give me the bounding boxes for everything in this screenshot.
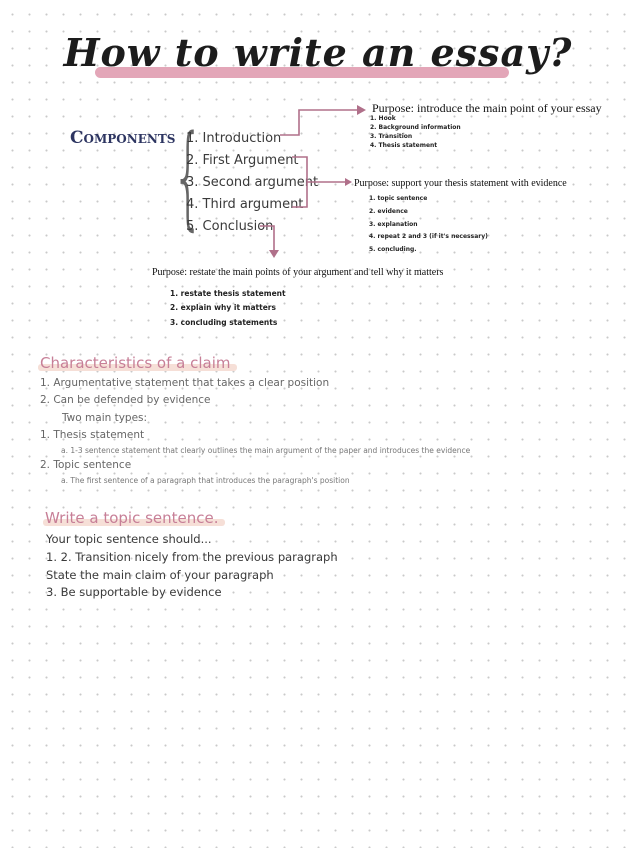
component-first-argument: 2. First Argument [186,153,299,168]
claim-line: 1. Thesis statement [40,429,145,441]
conclusion-purpose: Purpose: restate the main points of your argument and tell why it matters [152,267,444,278]
arguments-arrowhead [345,178,352,186]
conclusion-arrow [260,226,274,252]
component-second-argument: 3. Second argument [186,175,319,190]
arguments-purpose: Purpose: support your thesis statement with evidence [354,178,567,189]
claim-line: a. 1-3 sentence statement that clearly outlines the main argument of the paper and introduces the evidence [61,446,471,455]
intro-arrowhead [357,105,366,115]
arguments-point: 5. concluding. [369,246,417,253]
arguments-point: 1. topic sentence [369,195,428,202]
claim-line: Two main types: [62,412,148,424]
claim-line: 2. Topic sentence [40,459,132,471]
component-introduction: 1. Introduction [186,131,282,146]
component-conclusion: 5. Conclusion [186,219,274,234]
page-title: How to write an essay? [63,30,573,75]
component-third-argument: 4. Third argument [186,197,304,212]
topic-line: 3. Be supportable by evidence [46,585,222,599]
arguments-point: 4. repeat 2 and 3 (if it's necessary) [369,233,488,240]
arguments-point: 3. explanation [369,221,418,228]
intro-point: 4. Thesis statement [370,142,438,149]
components-brace: { [172,112,205,242]
arguments-bracket [292,157,307,207]
claim-heading: Characteristics of a claim [40,354,231,372]
conclusion-point: 2. explain why it matters [170,303,276,312]
claim-line: a. The first sentence of a paragraph that introduces the paragraph's position [61,476,350,485]
arguments-point: 2. evidence [369,208,408,215]
components-label: Components [70,128,176,148]
topic-line: State the main claim of your paragraph [46,568,274,582]
topic-line: 1. 2. Transition nicely from the previous paragraph [46,550,338,564]
topic-heading: Write a topic sentence. [45,509,219,527]
conclusion-point: 1. restate thesis statement [170,289,286,298]
intro-purpose: Purpose: introduce the main point of your essay [372,101,602,115]
conclusion-point: 3. concluding statements [170,318,278,327]
conclusion-arrowhead [269,250,279,258]
intro-arrow [280,110,360,135]
topic-line: Your topic sentence should... [46,532,212,546]
intro-point: 2. Background information [370,124,461,131]
intro-point: 3. Transition [370,133,413,140]
claim-line: 1. Argumentative statement that takes a clear position [40,377,330,389]
intro-point: 1. Hook [370,115,396,122]
claim-line: 2. Can be defended by evidence [40,394,211,406]
